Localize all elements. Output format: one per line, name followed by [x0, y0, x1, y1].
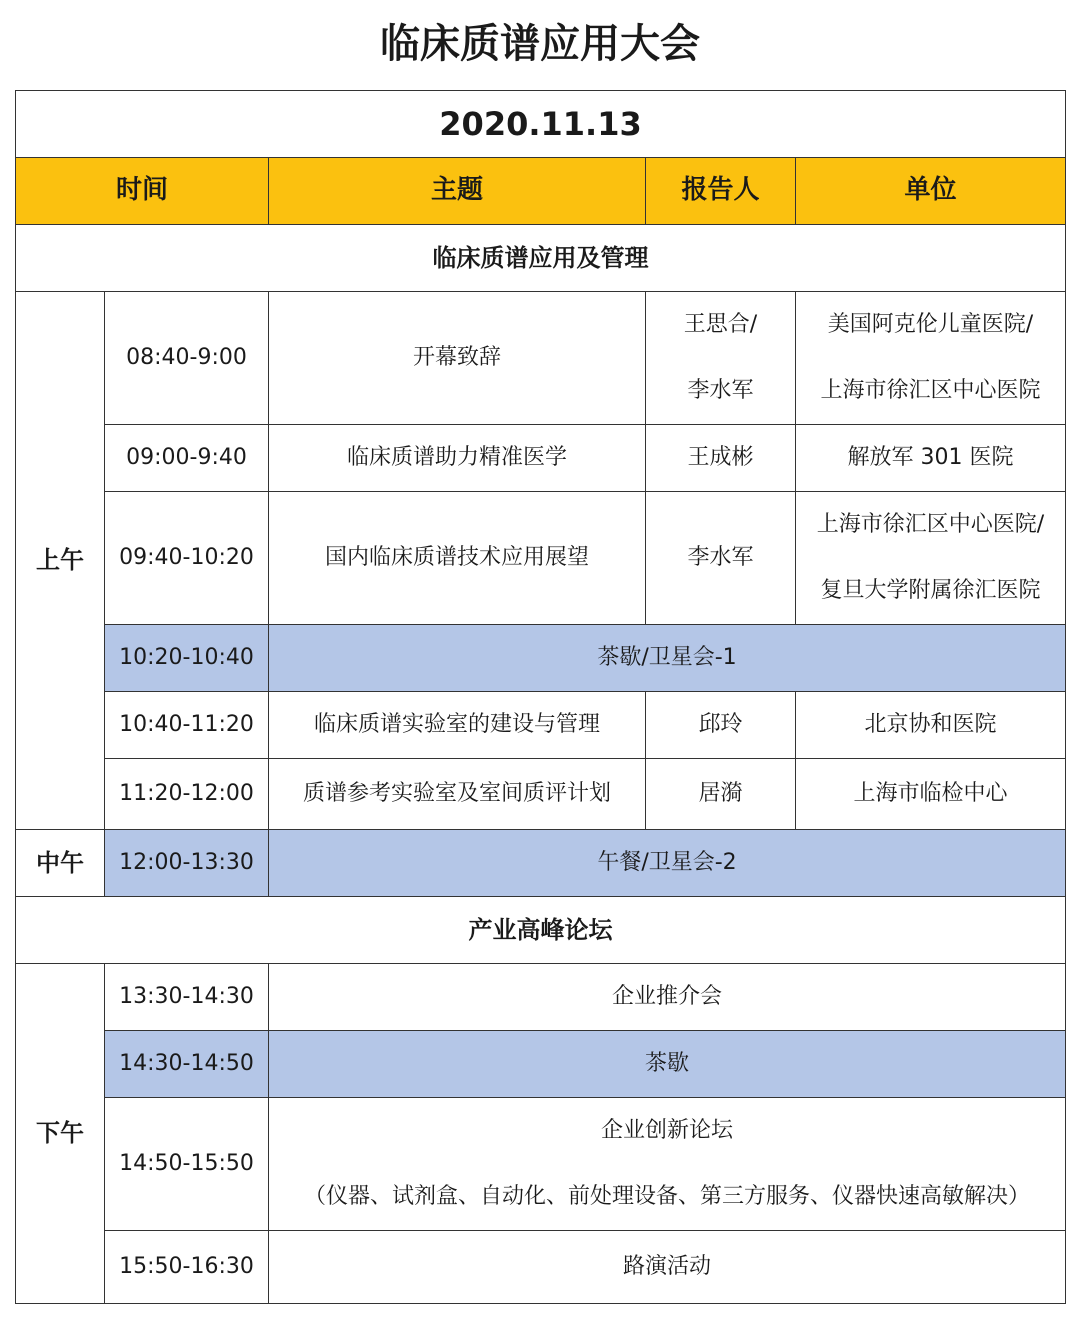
topic-cell: 茶歇	[269, 1031, 1066, 1098]
topic-line: （仪器、试剂盒、自动化、前处理设备、第三方服务、仪器快速高敏解决）	[303, 1184, 1030, 1209]
column-header-unit: 单位	[796, 158, 1066, 225]
time-cell: 08:40-9:00	[105, 292, 269, 425]
table-row	[16, 692, 1066, 759]
column-header-speaker: 报告人	[646, 158, 796, 225]
time-cell: 09:40-10:20	[105, 492, 269, 625]
unit-cell: 北京协和医院	[796, 692, 1066, 759]
column-header-time: 时间	[16, 158, 269, 225]
table-row	[16, 425, 1066, 492]
speaker-line: 李水军	[687, 378, 754, 403]
time-cell: 15:50-16:30	[105, 1231, 269, 1304]
time-cell: 09:00-9:40	[105, 425, 269, 492]
column-header-topic: 主题	[269, 158, 646, 225]
time-cell: 13:30-14:30	[105, 964, 269, 1031]
table-row	[16, 1098, 1066, 1231]
speaker-cell: 李水军	[646, 492, 796, 625]
topic-cell: 国内临床质谱技术应用展望	[269, 492, 646, 625]
time-cell: 14:50-15:50	[105, 1098, 269, 1231]
topic-cell: 开幕致辞	[269, 292, 646, 425]
period-label-noon: 中午	[16, 830, 105, 897]
period-label-morning: 上午	[16, 292, 105, 830]
unit-cell: 上海市临检中心	[796, 759, 1066, 830]
topic-cell: 质谱参考实验室及室间质评计划	[269, 759, 646, 830]
unit-cell	[796, 292, 1066, 425]
time-cell: 14:30-14:50	[105, 1031, 269, 1098]
speaker-cell: 邱玲	[646, 692, 796, 759]
speaker-cell: 王成彬	[646, 425, 796, 492]
topic-cell: 茶歇/卫星会-1	[269, 625, 1066, 692]
topic-cell: 路演活动	[269, 1231, 1066, 1304]
section-row	[16, 897, 1066, 964]
date-row	[16, 91, 1066, 158]
unit-line: 上海市徐汇区中心医院/	[816, 512, 1045, 537]
break-row	[16, 830, 1066, 897]
topic-cell: 临床质谱助力精准医学	[269, 425, 646, 492]
date-cell: 2020.11.13	[16, 91, 1066, 158]
section-title: 临床质谱应用及管理	[16, 225, 1066, 292]
unit-line: 上海市徐汇区中心医院	[820, 378, 1041, 403]
header-row	[16, 158, 1066, 225]
unit-cell: 解放军 301 医院	[796, 425, 1066, 492]
unit-line: 美国阿克伦儿童医院/	[827, 312, 1034, 337]
unit-line: 复旦大学附属徐汇医院	[820, 578, 1041, 603]
topic-cell	[269, 1098, 1066, 1231]
agenda-table	[15, 90, 1066, 1304]
break-row	[16, 625, 1066, 692]
topic-line: 企业创新论坛	[600, 1118, 733, 1143]
topic-cell: 午餐/卫星会-2	[269, 830, 1066, 897]
time-cell: 11:20-12:00	[105, 759, 269, 830]
section-title: 产业高峰论坛	[16, 897, 1066, 964]
table-row	[16, 492, 1066, 625]
topic-cell: 企业推介会	[269, 964, 1066, 1031]
topic-cell: 临床质谱实验室的建设与管理	[269, 692, 646, 759]
speaker-cell	[646, 292, 796, 425]
table-row	[16, 292, 1066, 425]
table-row	[16, 964, 1066, 1031]
unit-cell	[796, 492, 1066, 625]
time-cell: 10:40-11:20	[105, 692, 269, 759]
break-row	[16, 1031, 1066, 1098]
speaker-line: 王思合/	[683, 312, 758, 337]
page-title: 临床质谱应用大会	[380, 21, 700, 67]
period-label-afternoon: 下午	[16, 964, 105, 1304]
table-row	[16, 759, 1066, 830]
table-row	[16, 1231, 1066, 1304]
speaker-cell: 居漪	[646, 759, 796, 830]
time-cell: 10:20-10:40	[105, 625, 269, 692]
time-cell: 12:00-13:30	[105, 830, 269, 897]
section-row	[16, 225, 1066, 292]
